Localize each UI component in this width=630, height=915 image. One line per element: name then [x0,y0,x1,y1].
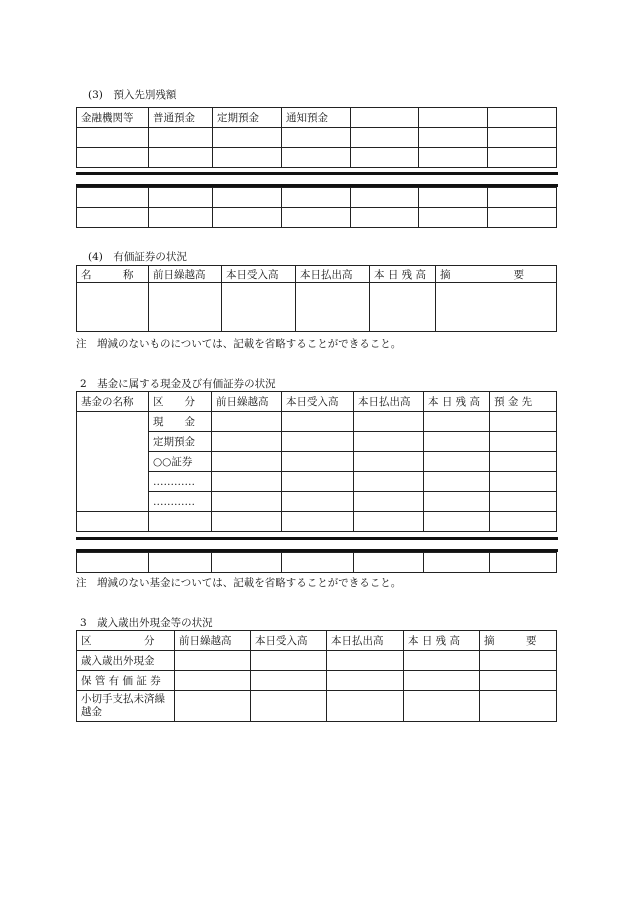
header-cell [488,108,557,128]
header-cell: 区 分 [149,392,212,412]
header-cell: 名 称 [77,266,149,283]
header-cell [351,108,419,128]
table-header-row [77,266,557,283]
row-label: 定期預金 [149,432,212,452]
securities-table [76,265,557,332]
table-row [77,472,557,492]
note-securities: 注 増減のないものについては、記載を省略することができること。 [76,338,402,350]
header-cell: 普通預金 [149,108,213,128]
table-row [77,492,557,512]
note-fund: 注 増減のない基金については、記載を省略することができること。 [76,577,402,589]
table-row [77,553,557,573]
header-cell: 摘 要 [480,631,557,651]
header-cell: 基金の名称 [77,392,149,412]
table-break-line [76,172,558,175]
section-title-securities: (4) 有価証券の状況 [88,251,187,263]
header-cell: 通知預金 [282,108,351,128]
fund-table-continued [76,552,557,573]
table-break-line [76,537,558,540]
table-row [77,412,557,432]
header-cell: 金融機関等 [77,108,149,128]
table-header-row [77,392,557,412]
deposit-table [76,107,557,168]
header-cell: 本日払出高 [327,631,404,651]
table-row [77,512,557,532]
header-cell: 定期預金 [213,108,282,128]
table-header-row [77,631,557,651]
table-row [77,128,557,148]
table-row [77,432,557,452]
header-cell: 本日払出高 [354,392,424,412]
header-cell: 預 金 先 [490,392,557,412]
section-title-deposit-balance: (3) 預入先別残額 [88,89,177,101]
table-row [77,691,557,722]
row-label: 小切手支払未済繰越金 [77,691,175,722]
row-label: 保 管 有 価 証 券 [77,671,175,691]
table-row [77,671,557,691]
header-cell [419,108,488,128]
row-label: ………… [149,492,212,512]
table-row [77,651,557,671]
table-header-row [77,108,557,128]
header-cell: 前日繰越高 [175,631,251,651]
header-cell: 本日払出高 [296,266,370,283]
table-row [77,188,557,208]
header-cell: 本 日 残 高 [370,266,436,283]
table-row [77,283,557,332]
table-row [77,208,557,228]
non-budget-cash-table [76,630,557,722]
header-cell: 本日受入高 [251,631,327,651]
deposit-table-continued [76,187,557,228]
row-label: ○○証券 [149,452,212,472]
header-cell: 本 日 残 高 [404,631,480,651]
fund-table [76,391,557,532]
header-cell: 本 日 残 高 [424,392,490,412]
header-cell: 本日受入高 [222,266,296,283]
section-title-non-budget-cash: 3 歳入歳出外現金等の状況 [80,617,213,629]
section-title-fund: 2 基金に属する現金及び有価証券の状況 [80,378,276,390]
row-label: ………… [149,472,212,492]
table-row [77,148,557,168]
header-cell: 本日受入高 [282,392,354,412]
header-cell: 摘 要 [436,266,557,283]
table-row [77,452,557,472]
header-cell: 前日繰越高 [149,266,222,283]
header-cell: 区 分 [77,631,175,651]
header-cell: 前日繰越高 [212,392,282,412]
row-label: 現 金 [149,412,212,432]
row-label: 歳入歳出外現金 [77,651,175,671]
